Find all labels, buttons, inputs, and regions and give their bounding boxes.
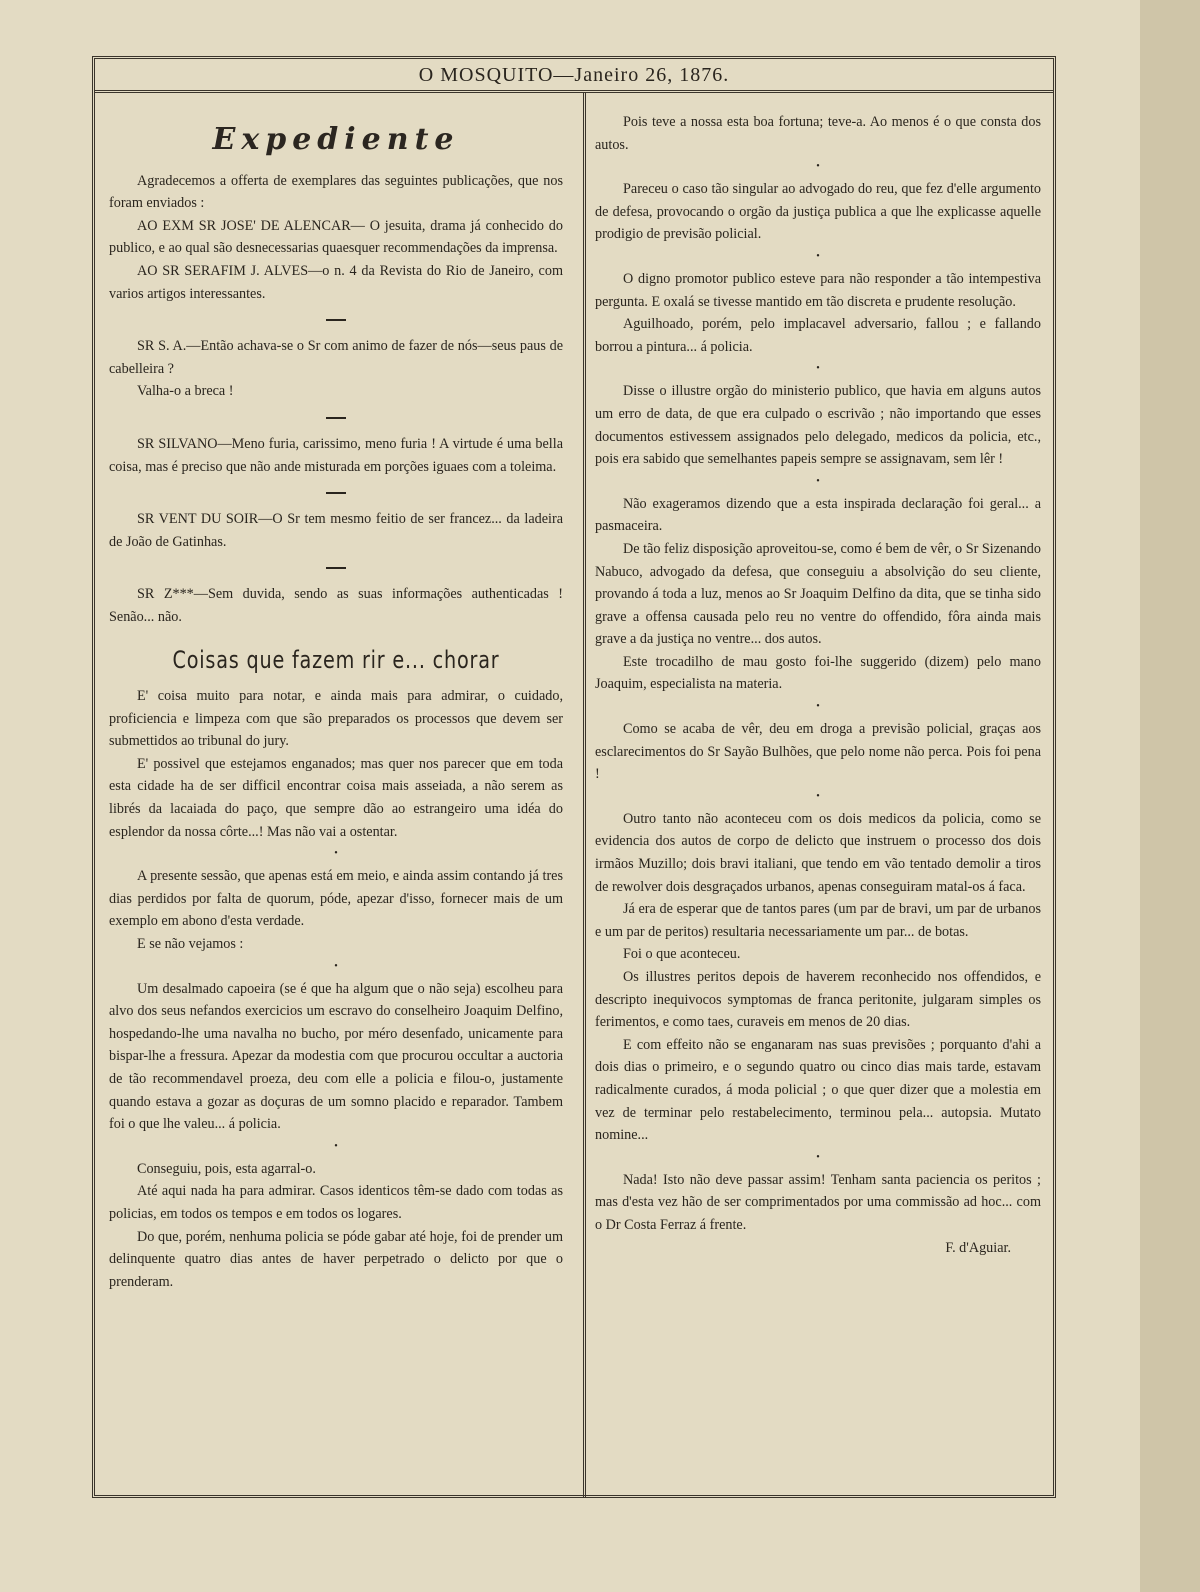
separator-dash (326, 417, 346, 419)
separator-dot: • (816, 250, 820, 262)
left-column (109, 111, 563, 1293)
paragraph: Outro tanto não aconteceu com os dois medicos da policia, como se evidencia dos autos de corpo de delicto que instruem o processo dos dois irmãos Muzillo; dois bravi italiani, que tendo em vão tentado demolir a tiros de rewolver dois desgraçados urbanos, apenas conseguiram matal-os á faca. (595, 810, 1041, 895)
paragraph: SR S. A.—Então achava-se o Sr com animo de fazer de nós—seus paus de cabelleira ? (109, 338, 563, 377)
paragraph: A presente sessão, que apenas está em meio, e ainda assim contando já tres dias perdidos por falta de quorum, póde, apezar d'isso, fornecer mais de um exemplo em abono d'esta verdade. (109, 868, 563, 930)
paragraph: Os illustres peritos depois de haverem reconhecido nos offendidos, e descripto inequivocos symptomas de franca peritonite, julgaram simples os ferimentos, e como taes, curaveis em menos de 20 dias. (595, 969, 1041, 1031)
paragraph: AO SR SERAFIM J. ALVES—o n. 4 da Revista do Rio de Janeiro, com varios artigos interessantes. (109, 262, 563, 302)
paragraph: Já era de esperar que de tantos pares (um par de bravi, um par de urbanos e um par de peritos) resultaria necessariamente um par... de botas. (595, 901, 1041, 940)
expediente-heading: Expediente (212, 122, 460, 157)
paragraph: Disse o illustre orgão do ministerio publico, que havia em alguns autos um erro de data, de que era culpado o escrivão ; não importando que esses documentos estivessem assignados pelo delegado, medicos da policia, etc., pois era sabido que semelhantes papeis sempre se assignavam, sem lêr ! (595, 383, 1041, 468)
separator-dash (326, 492, 346, 494)
right-column (595, 111, 1041, 1259)
signature: F. d'Aguiar. (945, 1239, 1011, 1256)
separator-dot: • (334, 848, 338, 860)
separator-dot: • (816, 363, 820, 375)
separator-dot: • (816, 701, 820, 713)
paragraph: SR Z***—Sem duvida, sendo as suas informações authenticadas ! Senão... não. (109, 586, 563, 625)
paragraph: SR SILVANO—Meno furia, carissimo, meno furia ! A virtude é uma bella coisa, mas é preciso que não ande misturada em porções iguaes com a toleima. (109, 435, 563, 475)
separator-dot: • (816, 790, 820, 802)
separator-dash (326, 567, 346, 569)
paragraph: Não exageramos dizendo que a esta inspirada declaração foi geral... a pasmaceira. (595, 495, 1041, 535)
page-gutter (1140, 0, 1200, 1592)
paragraph: E se não vejamos : (137, 936, 244, 953)
paragraph: Valha-o a breca ! (137, 383, 234, 400)
paragraph: O digno promotor publico esteve para não responder a tão intempestiva pergunta. E oxalá se tivesse mantido em tão discreta e prudente resolução. (595, 270, 1041, 310)
paragraph: E com effeito não se enganaram nas suas previsões ; porquanto d'ahi a dois dias o primeiro, e o segundo quatro ou cinco dias mais tarde, estavam radicalmente curados, á moda policial ; o que quer dizer que a molestia em vez de terminar pelo restabelecimento, terminou pela... autopsia. Mutato nomine... (595, 1036, 1041, 1144)
column-divider (583, 93, 586, 1497)
separator-dot: • (816, 1151, 820, 1163)
paragraph: E' coisa muito para notar, e ainda mais para admirar, o cuidado, proficiencia e limpeza com que são preparados os processos que devem ser submettidos ao tribunal do jury. (109, 688, 563, 750)
paragraph: Aguilhoado, porém, pelo implacavel adversario, fallou ; e fallando borrou a pintura... á policia. (595, 316, 1041, 355)
paragraph: Do que, porém, nenhuma policia se póde gabar até hoje, foi de prender um delinquente quatro dias antes de haver perpetrado o delicto por que o prenderam. (109, 1228, 563, 1290)
paragraph: Pois teve a nossa esta boa fortuna; teve-a. Ao menos é o que consta dos autos. (595, 114, 1041, 153)
paragraph: Nada! Isto não deve passar assim! Tenham santa paciencia os peritos ; mas d'esta vez hão de ser comprimentados por uma commissão ad hoc... com o Dr Costa Ferraz á frente. (595, 1171, 1041, 1233)
paragraph: E' possivel que estejamos enganados; mas quer nos parecer que em toda esta cidade ha de ser difficil encontrar coisa mais asseiada, a não serem as librés da lacaiada do paço, que sempre dão ao estrangeiro uma idéa do esplendor da nossa côrte...! Mas não vai a ostentar. (109, 755, 563, 840)
section-title: Coisas que fazem rir e... chorar (172, 645, 500, 674)
paragraph: Foi o que aconteceu. (623, 946, 741, 963)
page-header: O MOSQUITO—Janeiro 26, 1876. (95, 59, 1053, 93)
separator-dot: • (816, 161, 820, 173)
paragraph: Conseguiu, pois, esta agarral-o. (137, 1160, 316, 1177)
paragraph: Agradecemos a offerta de exemplares das seguintes publicações, que nos foram enviados : (109, 172, 563, 212)
paragraph: Como se acaba de vêr, deu em droga a previsão policial, graças aos esclarecimentos do Sr Sayão Bulhões, que pelo nome não perca. Pois foi pena ! (595, 721, 1041, 783)
separator-dash (326, 319, 346, 321)
paragraph: SR VENT DU SOIR—O Sr tem mesmo feitio de ser francez... da ladeira de João de Gatinhas. (109, 511, 563, 550)
paragraph: Um desalmado capoeira (se é que ha algum que o não seja) escolheu para alvo dos seus nefandos exercicios um escravo do conselheiro Joaquim Delfino, hospedando-lhe uma navalha no bucho, por méro desenfado, unicamente para bispar-lhe a fressura. Apezar da modestia com que procurou occultar a auctoria de tão recommendavel proeza, deu com elle a policia e filou-o, justamente quando estava a gozar as doçuras de um somno placido e reparador. Tambem foi o que lhe valeu... á policia. (109, 980, 563, 1133)
paragraph: Até aqui nada ha para admirar. Casos identicos têm-se dado com todas as policias, em todos os tempos e em todos os logares. (109, 1183, 563, 1222)
separator-dot: • (816, 475, 820, 487)
paragraph: Este trocadilho de mau gosto foi-lhe suggerido (dizem) pelo mano Joaquim, especialista na materia. (595, 653, 1041, 693)
page-frame (92, 56, 1056, 1498)
paragraph: Pareceu o caso tão singular ao advogado do reu, que fez d'elle argumento de defesa, provocando o orgão da justiça publica a que lhe explicasse aquelle prodigio de previsão policial. (595, 181, 1041, 243)
paragraph: AO EXM SR JOSE' DE ALENCAR— O jesuita, drama já conhecido do publico, e ao qual são desnecessarias quaesquer recommendações da imprensa. (109, 217, 563, 257)
separator-dot: • (334, 1140, 338, 1152)
paragraph: De tão feliz disposição aproveitou-se, como é bem de vêr, o Sr Sizenando Nabuco, advogado da defesa, que conseguiu a absolvição do seu cliente, provando á toda a luz, menos ao Sr Joaquim Delfino da dita, que se tinha sido grave a offensa causada pelo reu no ventre do offendido, fôra ainda mais grave a da justiça no ventre... dos autos. (595, 540, 1041, 648)
separator-dot: • (334, 960, 338, 972)
